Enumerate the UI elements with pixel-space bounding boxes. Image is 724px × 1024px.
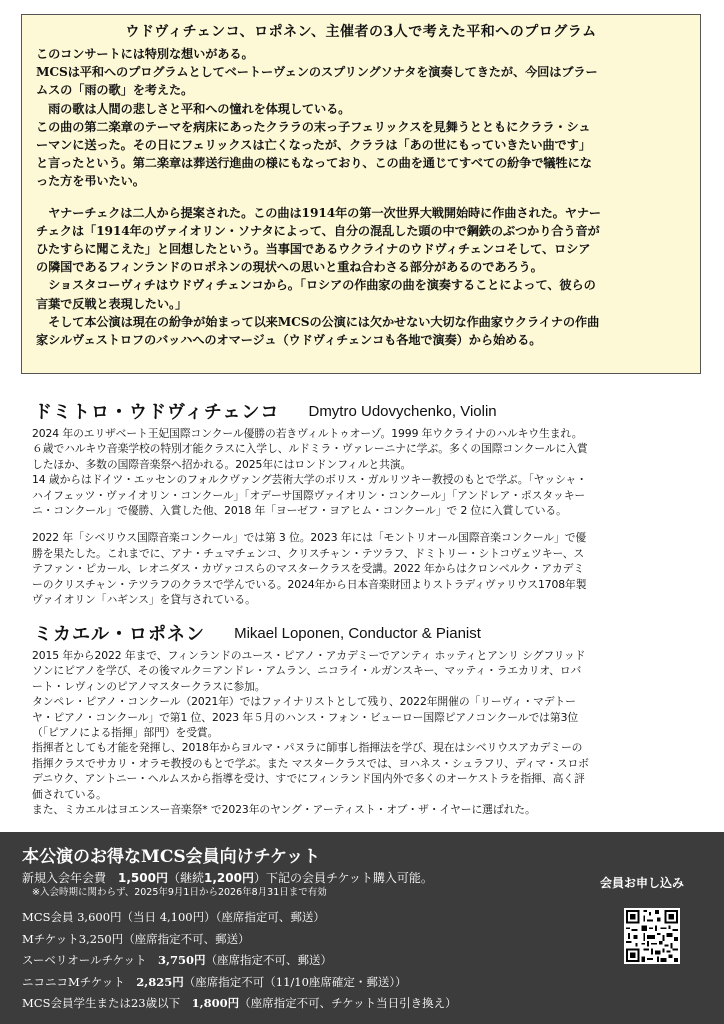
signup-price: 1,500円 <box>118 871 168 885</box>
ticket-item <box>22 929 582 951</box>
ticket-price: 3,600円 <box>77 910 122 924</box>
bio-text: 2015 年から2022 年まで、フィンランドのユース・ピアノ・アカデミーでアンティ ホッティとアンリ シグフリッド ソンにピアノを学び、その後マルク＝アンドレ・アムラン、ニコライ・ルガンスキー、マッティ・ラエカリオ、ロバ ート・レヴィンのピアノマスタークラスに参加。 タンペレ・ピアノ・コンクール（2021年）ではファイナリストとして残り、2022年開催の「リーヴィ・マデトー ヤ・ピアノ・コンクール」で第1 位、2023 年５月のハンス・フォン・ビューロー国際ピアノコンクールでは第3位 （「ピアノによる指揮」部門）を受賞。 指揮者としても才能を発揮し、2018年からヨルマ・パヌラに師事し指揮法を学び、現在はシベリウスアカデミーの 指揮クラスでサカリ・オラモ教授のもとで学ぶ。また マスタークラスでは、ヨハネス・シュラフリ、ディマ・スロボ デニウク、アントニー・ヘルムスから指導を受け、すでにフィンランド国内外で多くのオーケストラを指揮、高く評 価されている。 また、ミカエルはヨエンスー音楽祭* で2023年のヤング・アーティスト・オブ・ザ・イヤーに選ばれた。 <box>32 649 589 817</box>
ticket-detail: （座席指定不可、郵送） <box>205 953 333 967</box>
ticket-price: 1,800円 <box>191 996 240 1010</box>
ticket-name: MCS会員学生または23歳以下 <box>22 996 192 1010</box>
ticket-price: 3,250円 <box>78 931 124 946</box>
bio-paragraph-1: 2024 年のエリザベート王妃国際コンクール優勝の若きヴィルトゥオーゾ。1999 年ウクライナのハルキウ生まれ。 ６歳でハルキウ音楽学校の特別才能クラスに入学し、ルドミラ・ヴァレーニナに学ぶ。多くの国際コンクールに入賞 したほか、多数の国際音楽祭へ招かれる。2025年にはロンドンフィルと共演。 14 歳からはドイツ・エッセンのフォルクヴァング芸術大学のボリス・ガルリツキー教授のもとで学ぶ。「ヤッシャ・ ハイフェッツ・ヴァイオリン・コンクール」「オデーサ国際ヴァイオリン・コンクール」「アンドレア・ポスタッキー ニ・コンクール」で優勝、入賞した他、2018 年「ヨーゼフ・ヨアヒム・コンクール」で 2 位に入賞している。 <box>32 427 588 518</box>
bio-name-en: Mikael Loponen, Conductor & Pianist <box>234 625 481 642</box>
ticket-price: 3,750円 <box>158 953 206 967</box>
ticket-detail: （座席指定不可（11/10座席確定・郵送）） <box>183 974 407 989</box>
bio-loponen <box>32 620 704 817</box>
signup-cont: （継続 <box>167 871 204 885</box>
qr-code-icon[interactable] <box>624 908 680 964</box>
ticket-detail: （座席指定不可、チケット当日引き換え） <box>239 996 457 1010</box>
ticket-name: MCS会員 <box>22 910 78 924</box>
ticket-name: Mチケット <box>22 931 79 946</box>
apply-label: 会員お申し込み <box>600 876 685 890</box>
ticket-item <box>22 972 582 994</box>
signup-line <box>22 871 582 886</box>
ticket-name: ニコニコMチケット <box>22 974 137 989</box>
ticket-item <box>22 950 582 972</box>
signup-prefix: 新規入会年会費 <box>22 871 119 885</box>
signup-cont-price: 1,200円 <box>204 871 254 885</box>
program-title: ウドヴィチェンコ、ロポネン、主催者の3人で考えた平和へのプログラム <box>125 24 597 40</box>
program-paragraph-1: このコンサートには特別な想いがある。 MCSは平和へのプログラムとしてベートーヴェンのスプリングソナタを演奏してきたが、今回はブラー ムスの「雨の歌」を考えた。 <box>36 47 598 98</box>
ticket-heading: 本公演のお得なMCS会員向けチケット <box>22 847 321 867</box>
ticket-item <box>22 907 582 929</box>
ticket-panel <box>0 832 724 1024</box>
ticket-name: スーベリオールチケット <box>22 953 159 967</box>
ticket-item <box>22 993 582 1015</box>
ticket-price: 2,825円 <box>136 974 184 989</box>
ticket-detail: （当日 4,100円）（座席指定可、郵送） <box>121 910 325 924</box>
signup-note: ※入会時期に関わらず、2025年9月1日から2026年8月31日まで有効 <box>32 887 327 898</box>
program-box <box>21 14 701 374</box>
program-body <box>36 45 686 349</box>
ticket-detail: （座席指定不可、郵送） <box>123 931 250 946</box>
bio-name-jp: ミカエル・ロポネン <box>34 624 205 645</box>
bio-name-jp: ドミトロ・ウドヴィチェンコ <box>34 402 280 423</box>
bio-udovychenko <box>32 398 704 607</box>
signup-suffix: ）下記の会員チケット購入可能。 <box>253 871 433 885</box>
program-paragraph-2: 雨の歌は人間の悲しさと平和への憧れを体現している。 この曲の第二楽章のテーマを病床にあったクララの末っ子フェリックスを見舞うとともにクララ・シュ ーマンに送った。その日にフェリックスは亡くなったが、クララは「あの世にもっていきたい曲です」 と言ったという。第二楽章は葬送行進曲の様にもなっており、この曲を通じてすべての紛争で犠牲にな った方を弔いたい。 <box>36 101 592 189</box>
bio-name-en: Dmytro Udovychenko, Violin <box>308 403 497 420</box>
program-paragraph-3: ヤナーチェクは二人から提案された。この曲は1914年の第一次世界大戦開始時に作曲された。ヤナー チェクは「1914年のヴァイオリン・ソナタによって、自分の混乱した頭の中で鋼鉄のぶつかり合う音が ひたすらに聞こえた」と回想したという。当事国であるウクライナのウドヴィチェンコそして、ロシア の隣国であるフィンランドのロポネンの現状への思いと重ね合わさる部分があるのであろう。 ショスタコーヴィチはウドヴィチェンコから。「ロシアの作曲家の曲を演奏することによって、彼らの 言葉で反戦と表現したい。」 そして本公演は現在の紛争が始まって以来MCSの公演には欠かせない大切な作曲家ウクライナの作曲 家シルヴェストロフのバッハへのオマージュ（ウドヴィチェンコも各地で演奏）から始める。 <box>36 205 602 348</box>
bio-paragraph-2: 2022 年「シベリウス国際音楽コンクール」では第 3 位。2023 年には「モントリオール国際音楽コンクール」で優 勝を果たした。これまでに、アナ・チュマチェンコ、クリスチャン・テツラフ、ドミトリー・シトコヴェツキー、ス テファン・ピカール、レオニダス・カヴァコスらのマスタークラスを受講。2022 年からはクロンベルク・アカデミ ーのクリスチャン・テツラフのクラスで学んでいる。2024年から日本音楽財団よりストラディヴァリウス1708年製 ヴァイオリン「ハギンス」を貸与されている。 <box>32 531 587 607</box>
